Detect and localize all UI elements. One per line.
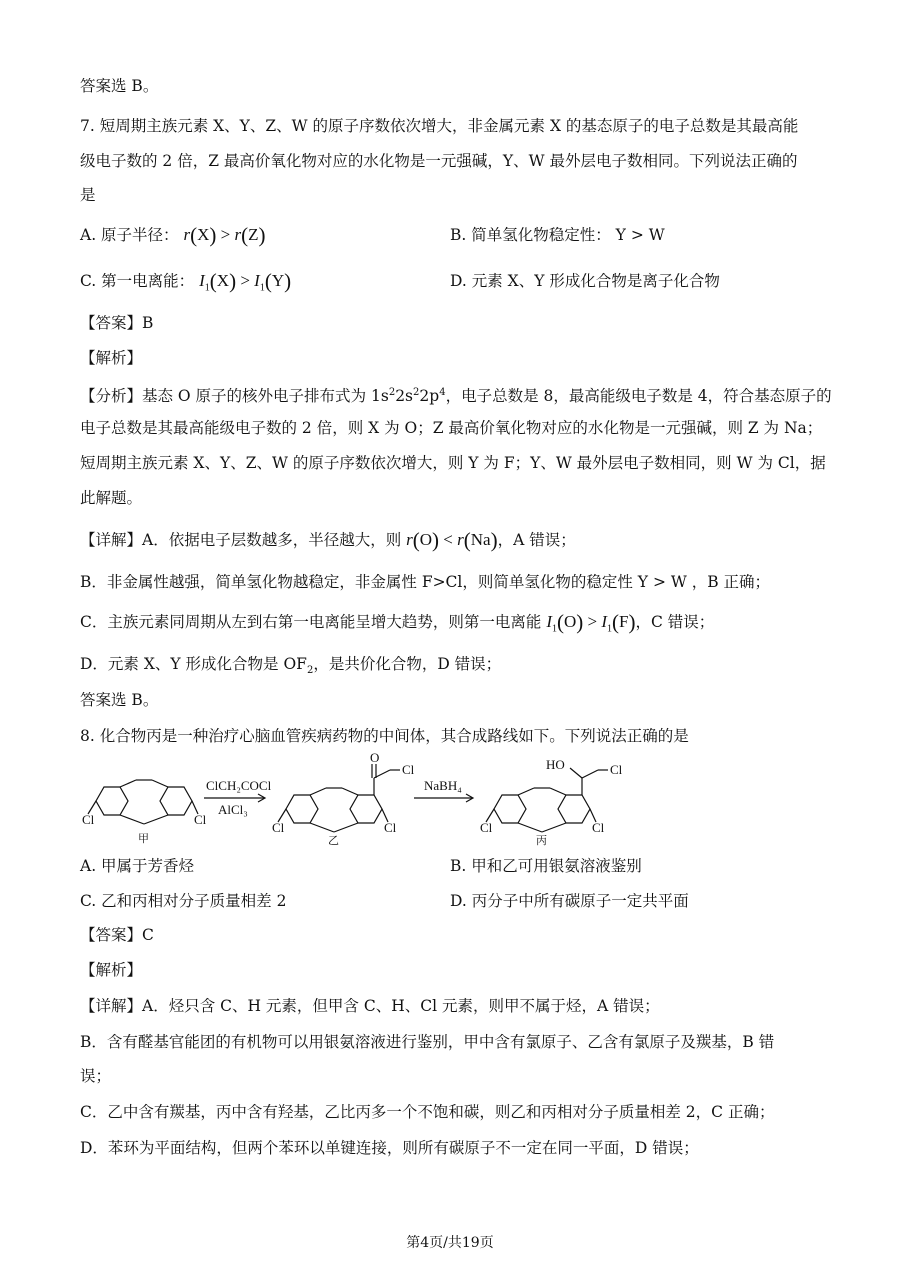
q7-detail-a: 【详解】A．依据电子层数越多，半径越大，则 r(O) < r(Na)，A 错误； [80,528,576,552]
q7-option-a: A. 原子半径： r(X) > r(Z) [80,223,266,247]
q7-analysis: 短周期主族元素 X、Y、Z、W 的原子序数依次增大，则 Y 为 F；Y、W 最外层电子数相同，则 W 为 Cl，据 [80,454,826,472]
q7-analysis: 【分析】基态 O 原子的核外电子排布式为 $1s^22s^22p^4$，电子总数是 8，最高能级电子数是 4，符合基态原子的 [80,387,832,406]
reagent: NaBH₄ [424,778,462,793]
atom-cl: Cl [592,820,605,835]
text-line: 答案选 B。 [80,691,159,709]
q8-option-b: B. 甲和乙可用银氨溶液鉴别 [450,857,642,875]
atom-cl: Cl [194,812,207,827]
q7-analysis: 此解题。 [80,489,143,507]
q8-option-d: D. 丙分子中所有碳原子一定共平面 [450,892,689,910]
label-bing: 丙 [536,834,547,847]
q7-detail-b: B．非金属性越强，简单氢化物越稳定，非金属性 F>Cl，则简单氢化物的稳定性 Y > W ，B 正确； [80,573,771,591]
q7-detail-c: C．主族元素同周期从左到右第一电离能呈增大趋势，则第一电离能 $I_1(O) > I_1(F)$，C 错误； [80,610,715,635]
q8-detail-b: 误； [80,1067,112,1085]
section-label: 【解析】 [80,961,143,979]
atom-cl: Cl [480,820,493,835]
atom-cl: Cl [272,820,285,835]
q7-option-c: C. 第一电离能： $I_1(X) > I_1(Y)$ [80,269,292,294]
q7-option-d: D. 元素 X、Y 形成化合物是离子化合物 [450,272,720,290]
molecule-jia [82,780,207,845]
q8-detail-c: C．乙中含有羰基，丙中含有羟基，乙比丙多一个不饱和碳，则乙和丙相对分子质量相差 2，C 正确； [80,1103,775,1121]
q7-analysis: 电子总数是其最高能级电子数的 2 倍，则 X 为 O；Z 最高价氧化物对应的水化物是一元强碱，则 Z 为 Na； [80,419,823,437]
q8-detail-b: B．含有醛基官能团的有机物可以用银氨溶液进行鉴别，甲中含有氯原子、乙含有氯原子及羰基，B 错 [80,1033,775,1051]
reagent: ClCH₂COCl [206,778,272,793]
atom-cl: Cl [610,762,623,777]
molecule-bing [480,757,623,847]
reagent: AlCl₃ [218,802,248,817]
q8-answer: 【答案】C [80,926,154,944]
atom-cl: Cl [402,762,415,777]
section-label: 【解析】 [80,349,143,367]
atom-cl: Cl [384,820,397,835]
q7-detail-d: D．元素 X、Y 形成化合物是 $OF_2$，是共价化合物，D 错误； [80,655,502,677]
q7-stem: 是 [80,186,96,204]
q8-option-a: A. 甲属于芳香烃 [80,857,195,875]
q7-stem: 7. 短周期主族元素 X、Y、Z、W 的原子序数依次增大，非金属元素 X 的基态原子的电子总数是其最高能 [80,117,799,135]
formula: $I_1(X) > I_1(Y)$ [199,269,292,294]
q8-stem: 8. 化合物丙是一种治疗心脑血管疾病药物的中间体，其合成路线如下。下列说法正确的是 [80,727,689,745]
atom-ho: HO [546,757,565,772]
q7-stem: 级电子数的 2 倍，Z 最高价氧化物对应的水化物是一元强碱，Y、W 最外层电子数相同。下列说法正确的 [80,152,798,170]
q7-answer: 【答案】B [80,314,154,332]
molecule-yi [272,752,415,847]
synthesis-scheme [80,752,640,847]
q7-option-b: B. 简单氢化物稳定性： Y > W [450,226,665,244]
q8-detail-a: 【详解】A．烃只含 C、H 元素，但甲含 C、H、Cl 元素，则甲不属于烃，A 错误； [80,997,660,1015]
label-jia: 甲 [138,832,149,845]
q8-detail-d: D．苯环为平面结构，但两个苯环以单键连接，则所有碳原子不一定在同一平面，D 错误； [80,1139,699,1157]
reaction-arrow-2 [414,778,473,802]
q8-option-c: C. 乙和丙相对分子质量相差 2 [80,892,287,910]
reaction-arrow-1 [204,778,272,817]
atom-cl: Cl [82,812,95,827]
text-line: 答案选 B。 [80,77,159,95]
page-footer: 第4页/共19页 [406,1235,494,1251]
formula: r(X) > r(Z) [183,223,266,247]
atom-o: O [370,752,380,765]
label-yi: 乙 [328,834,339,847]
